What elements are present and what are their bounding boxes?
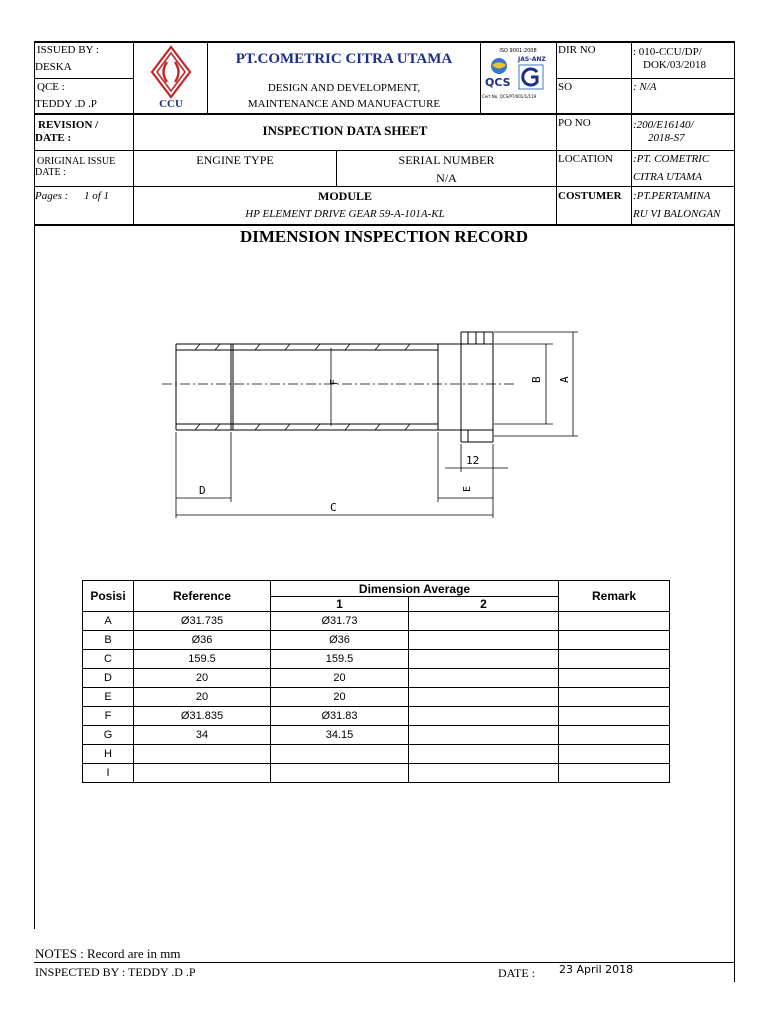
cell-remark	[559, 612, 670, 631]
cell-dim-1: Ø31.73	[271, 612, 409, 631]
part-outline	[176, 332, 493, 442]
cell-dim-2	[409, 631, 559, 650]
serial-number-label: SERIAL NUMBER	[398, 153, 495, 167]
cert-iso-text: ISO 9001:2008	[499, 48, 537, 54]
cell-remark	[559, 631, 670, 650]
cell-dim-2	[409, 650, 559, 669]
cell-posisi: C	[83, 650, 134, 669]
serial-number-value: N/A	[436, 171, 457, 185]
cell-reference: 159.5	[134, 650, 271, 669]
revision-label: REVISION /	[38, 119, 99, 131]
table-row	[83, 726, 670, 745]
so-label: SO	[558, 81, 573, 93]
inspected-by-text: INSPECTED BY : TEDDY .D .P	[35, 965, 196, 979]
label-f: F	[329, 378, 340, 385]
cell-dim-1: Ø31.83	[271, 707, 409, 726]
record-title: DIMENSION INSPECTION RECORD	[239, 227, 529, 246]
location-label: LOCATION	[558, 153, 613, 165]
col-posisi-header: Posisi	[83, 581, 134, 612]
qce-label: QCE :	[37, 81, 65, 93]
table-row	[83, 650, 670, 669]
issued-by-label: ISSUED BY :	[37, 44, 99, 56]
cell-remark	[559, 650, 670, 669]
cell-dim-1: 34.15	[271, 726, 409, 745]
globe-icon	[486, 56, 512, 76]
cert-number-text: Cert No. QCS/PT/001/1/119	[482, 94, 537, 99]
cell-posisi: I	[83, 764, 134, 783]
header-top-border	[34, 41, 735, 43]
dir-no-value-2: DOK/03/2018	[643, 59, 706, 71]
po-no-label: PO NO	[558, 117, 591, 129]
col-dim-avg-header: Dimension Average	[271, 581, 559, 597]
hatching	[195, 344, 410, 430]
date-label: DATE :	[498, 966, 535, 980]
label-b: B	[530, 376, 543, 383]
cell-reference: Ø31.735	[134, 612, 271, 631]
costumer-value-1: :PT.PERTAMINA	[633, 190, 711, 202]
dimension-table	[82, 580, 670, 783]
cell-posisi: A	[83, 612, 134, 631]
cell-posisi: H	[83, 745, 134, 764]
costumer-label: COSTUMER	[558, 190, 622, 202]
issued-by-value: DESKA	[35, 61, 72, 73]
table-row	[83, 669, 670, 688]
module-label: MODULE	[318, 189, 372, 203]
cell-posisi: B	[83, 631, 134, 650]
table-row	[83, 612, 670, 631]
cell-dim-2	[409, 688, 559, 707]
dir-no-label: DIR NO	[558, 44, 596, 56]
col-2-header: 2	[409, 597, 559, 612]
certification-badge	[482, 48, 554, 104]
company-line-2: MAINTENANCE AND MANUFACTURE	[247, 98, 441, 110]
cell-remark	[559, 726, 670, 745]
cell-dim-2	[409, 612, 559, 631]
location-value-1: :PT. COMETRIC	[633, 153, 710, 165]
cell-posisi: D	[83, 669, 134, 688]
cell-posisi: F	[83, 707, 134, 726]
col-1-header: 1	[271, 597, 409, 612]
header-line	[34, 78, 133, 79]
ccu-logo-icon	[140, 44, 202, 100]
table-row	[83, 764, 670, 783]
header-line	[34, 113, 735, 115]
po-no-value-1: :200/E16140/	[633, 119, 694, 131]
part-drawing	[150, 320, 590, 525]
pages-label: Pages :	[35, 190, 69, 202]
dir-no-value-1: : 010-CCU/DP/	[633, 46, 702, 58]
cell-remark	[559, 669, 670, 688]
notes-text: NOTES : Record are in mm	[35, 946, 181, 961]
cert-jas-text: JAS-ANZ	[518, 56, 546, 63]
cell-dim-2	[409, 745, 559, 764]
cell-dim-2	[409, 726, 559, 745]
date-value: 23 April 2018	[559, 963, 634, 976]
cell-posisi: G	[83, 726, 134, 745]
engine-type-label: ENGINE TYPE	[196, 153, 274, 167]
logo-text: CCU	[159, 98, 183, 110]
so-value: : N/A	[633, 81, 657, 93]
cell-dim-2	[409, 707, 559, 726]
cell-dim-1	[271, 745, 409, 764]
company-line-1: DESIGN AND DEVELOPMENT,	[267, 82, 421, 94]
col-remark-header: Remark	[559, 581, 670, 612]
frame-right	[734, 41, 735, 982]
company-logo	[140, 44, 202, 100]
cell-reference: 34	[134, 726, 271, 745]
original-issue-label: ORIGINAL ISSUE	[37, 156, 116, 167]
header-line	[34, 150, 735, 151]
header-divider	[556, 41, 557, 225]
cell-reference	[134, 745, 271, 764]
label-c: C	[330, 501, 337, 514]
module-value: HP ELEMENT DRIVE GEAR 59-A-101A-KL	[245, 208, 445, 220]
label-a: A	[558, 376, 571, 383]
cell-posisi: E	[83, 688, 134, 707]
label-12: 12	[466, 454, 480, 467]
col-reference-header: Reference	[134, 581, 271, 612]
cell-reference: Ø31.835	[134, 707, 271, 726]
cell-dim-2	[409, 764, 559, 783]
costumer-value-2: RU VI BALONGAN	[633, 208, 721, 220]
doc-title: INSPECTION DATA SHEET	[262, 123, 428, 138]
label-d: D	[199, 484, 206, 497]
table-row	[83, 745, 670, 764]
label-e: E	[462, 485, 473, 492]
revision-date-label: DATE :	[35, 132, 72, 144]
company-name: PT.COMETRIC CITRA UTAMA	[235, 51, 453, 67]
cell-remark	[559, 707, 670, 726]
cell-reference: 20	[134, 688, 271, 707]
original-issue-date-label: DATE :	[35, 167, 66, 178]
cell-reference: 20	[134, 669, 271, 688]
table-row	[83, 707, 670, 726]
header-divider	[480, 41, 481, 114]
cell-remark	[559, 745, 670, 764]
cell-remark	[559, 764, 670, 783]
cell-dim-1: 20	[271, 688, 409, 707]
cell-dim-1: 20	[271, 669, 409, 688]
cell-dim-1	[271, 764, 409, 783]
table-row	[83, 688, 670, 707]
cert-qcs-text: QCS	[485, 76, 511, 89]
cell-reference	[134, 764, 271, 783]
cell-dim-1: Ø36	[271, 631, 409, 650]
header-bottom-border	[34, 224, 735, 226]
cell-dim-1: 159.5	[271, 650, 409, 669]
header-line	[34, 186, 735, 187]
table-row	[83, 631, 670, 650]
po-no-value-2: 2018-S7	[648, 132, 685, 144]
pages-value: 1 of 1	[84, 190, 110, 202]
cell-remark	[559, 688, 670, 707]
cert-g-mark-icon	[518, 64, 544, 90]
qce-value: TEDDY .D .P	[35, 98, 97, 110]
header-line	[556, 78, 735, 79]
cell-dim-2	[409, 669, 559, 688]
header-divider	[631, 41, 632, 225]
location-value-2: CITRA UTAMA	[633, 171, 702, 183]
cell-reference: Ø36	[134, 631, 271, 650]
dimension-lines	[176, 332, 578, 518]
